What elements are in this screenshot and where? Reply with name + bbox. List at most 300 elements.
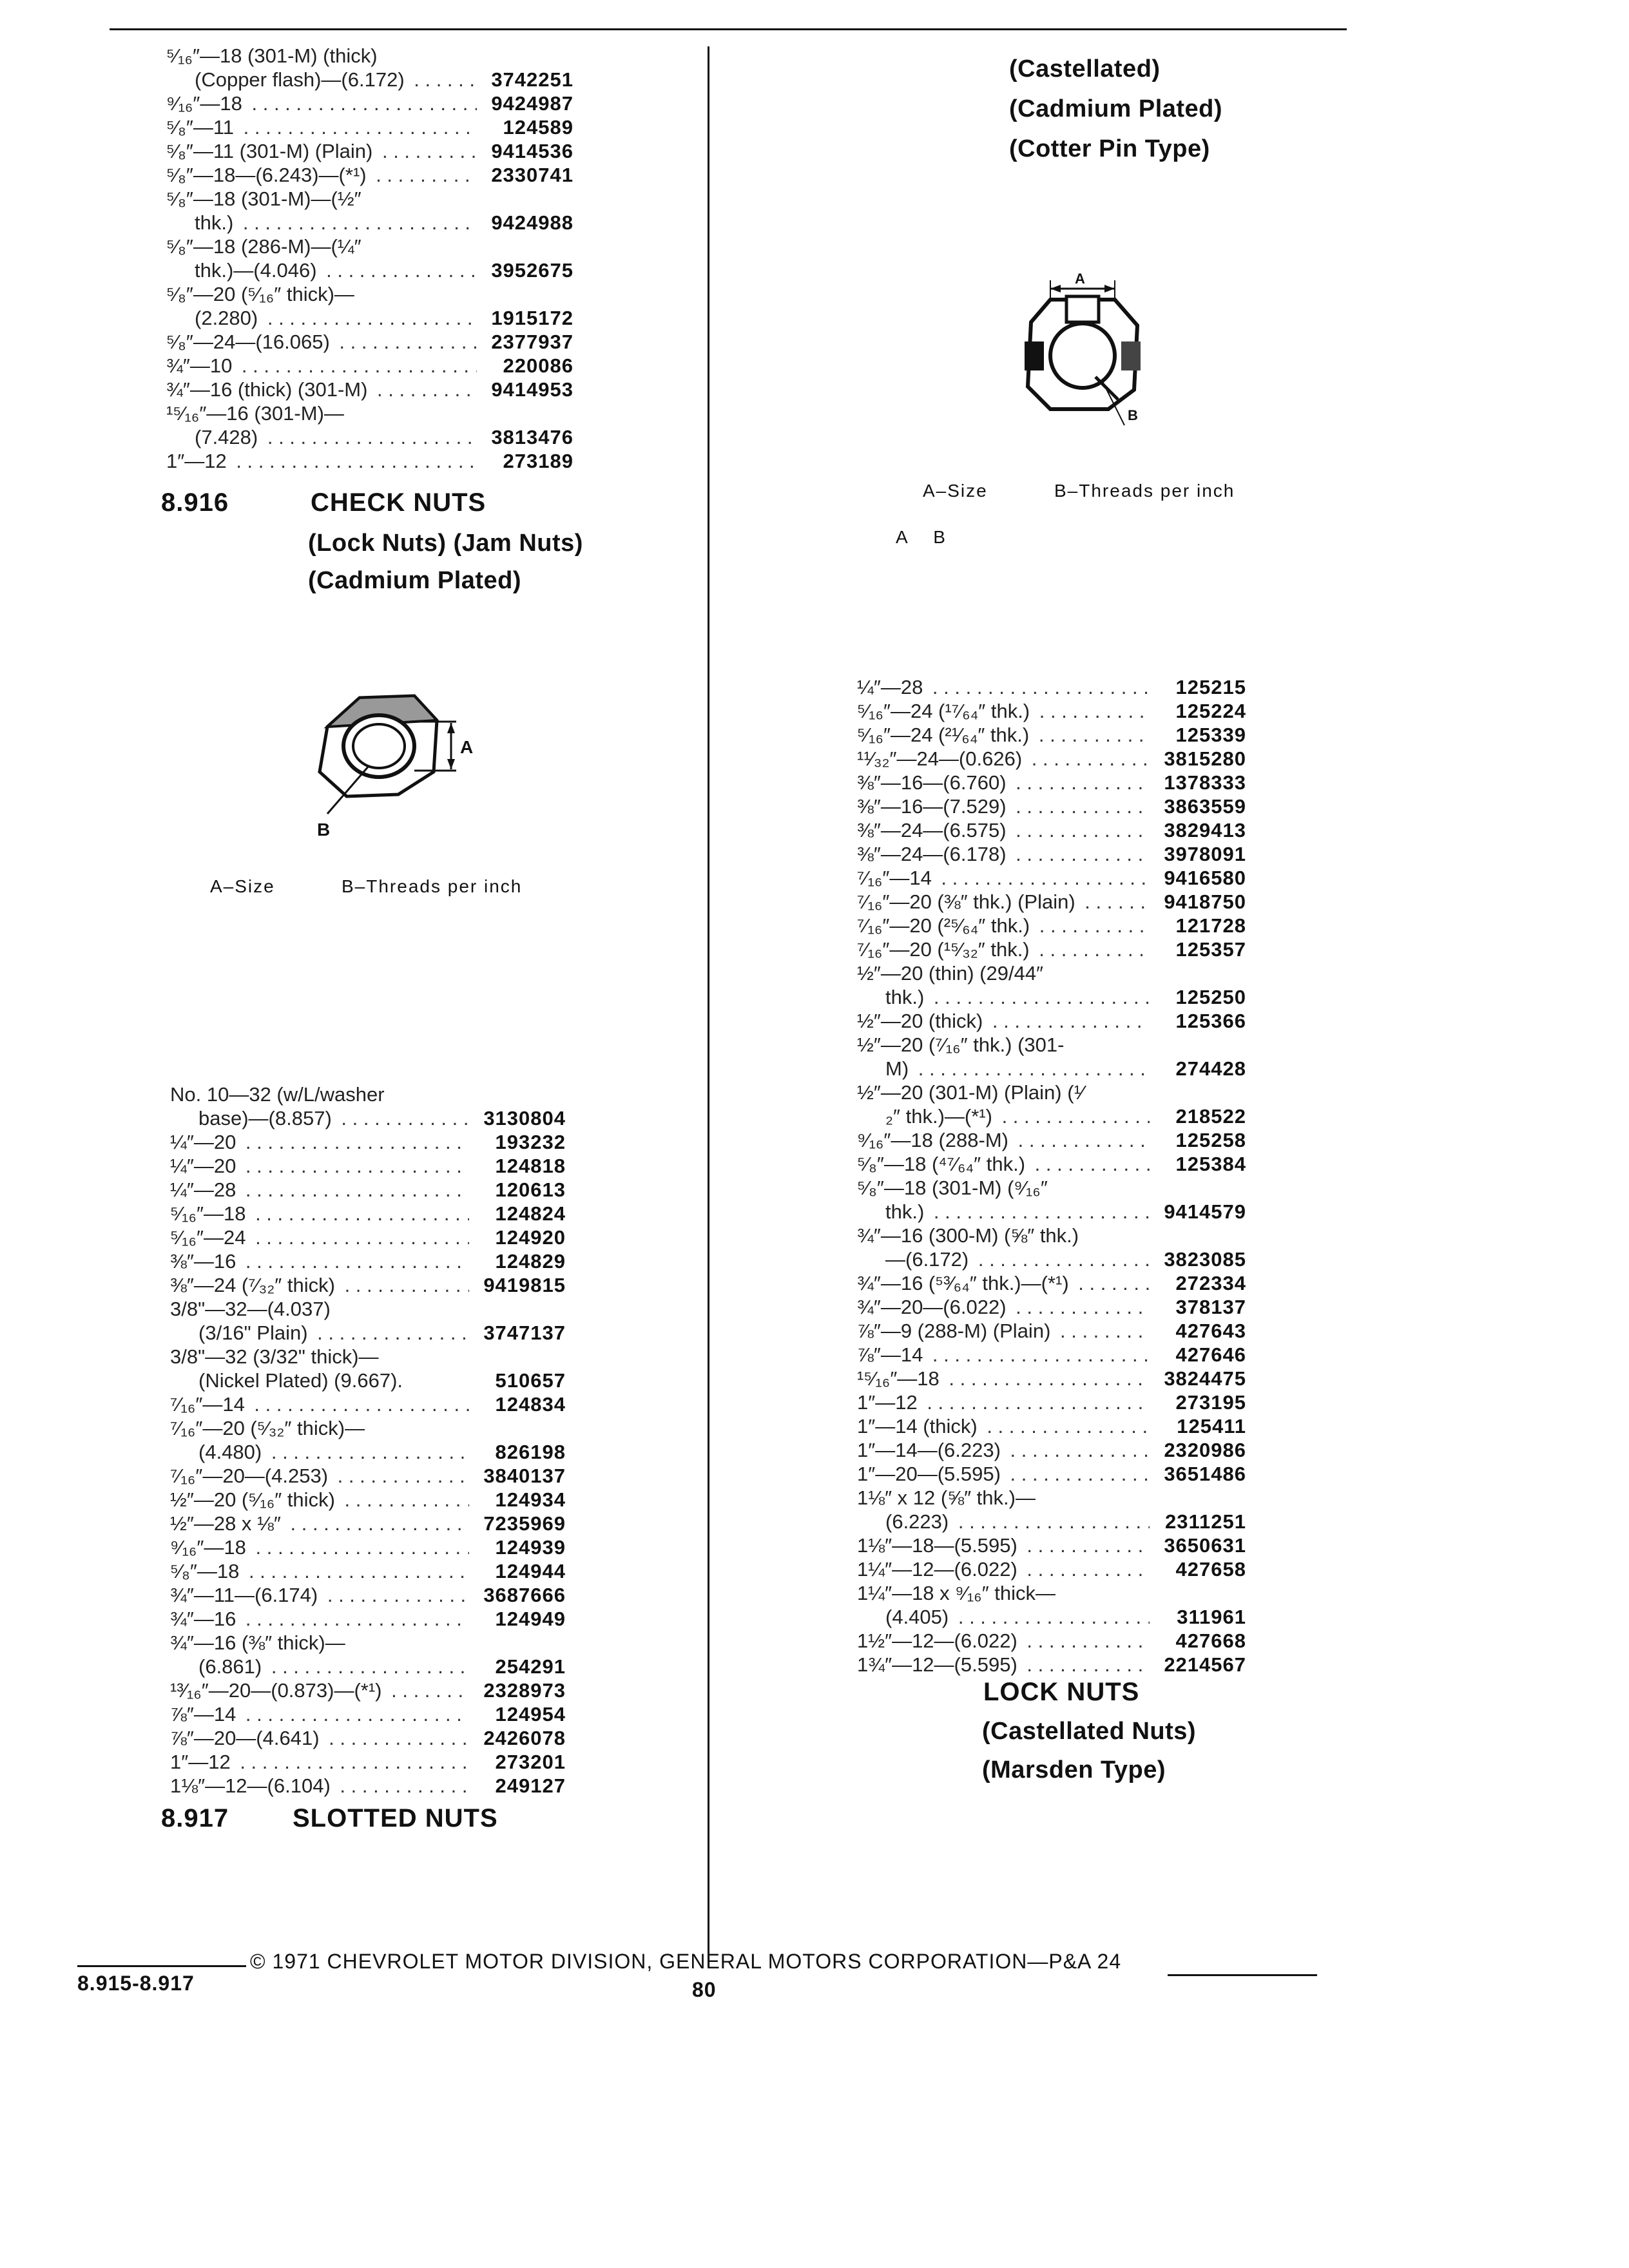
part-description-text: M) [885, 1057, 912, 1080]
part-description-text: 1″—20—(5.595) [857, 1463, 1005, 1485]
part-description [166, 282, 358, 306]
part-description-text: ¼″—28 [857, 676, 927, 698]
cadmium-plated-label: (Cadmium Plated) [1009, 95, 1223, 122]
part-number: 3823085 [1159, 1247, 1246, 1271]
part-description-text: ¹³⁄₁₆″—20—(0.873)—(*¹) [170, 1679, 386, 1702]
part-number: 218522 [1171, 1104, 1246, 1128]
part-number: 3840137 [478, 1464, 566, 1488]
part-number: 274428 [1171, 1057, 1246, 1081]
part-row [170, 1273, 566, 1297]
part-description-text: ⁵⁄₁₆″—24 (²¹⁄₆₄″ thk.) [857, 724, 1033, 746]
part-number: 124920 [490, 1225, 566, 1249]
part-description-text: ¹¹⁄₃₂″—24—(0.626) [857, 747, 1026, 770]
footer-rule-left [77, 1965, 246, 1967]
castellated-label: (Castellated) [1009, 55, 1161, 82]
part-row [857, 1653, 1246, 1677]
part-description-text: ⅜″—16—(6.760) [857, 771, 1010, 794]
part-number: 121728 [1171, 914, 1246, 937]
part-number: 3651486 [1159, 1462, 1246, 1486]
part-row [170, 1416, 566, 1440]
part-description-text: 1″—14—(6.223) [857, 1439, 1005, 1461]
part-description-text: ⁹⁄₁₆″—18 (288-M) [857, 1129, 1012, 1151]
part-description-text: (6.223) [885, 1510, 952, 1533]
part-number: 9414579 [1159, 1200, 1246, 1224]
part-number: 125366 [1171, 1009, 1246, 1033]
part-description-text: ⁵⁄₁₆″—18 [170, 1202, 249, 1225]
part-description-text: ⁵⁄₈″—18 [170, 1560, 243, 1582]
part-description-text: ⅜″—24 (⁷⁄₃₂″ thick) [170, 1274, 339, 1296]
part-number: 273189 [498, 449, 574, 473]
part-row [857, 1629, 1246, 1653]
part-row [170, 1440, 566, 1464]
lock-nuts-title: LOCK NUTS [983, 1678, 1140, 1706]
part-number: 2426078 [478, 1726, 566, 1750]
part-description [857, 1486, 1039, 1510]
part-number: 510657 [490, 1369, 566, 1392]
page-number: 80 [692, 1978, 717, 2001]
part-row [170, 1750, 566, 1774]
part-description [166, 235, 365, 258]
part-row [170, 1106, 566, 1130]
part-description [170, 1345, 383, 1369]
part-description-text: ¼″—28 [170, 1178, 240, 1201]
part-description [857, 771, 1150, 794]
part-description-text: ¾″—16 [170, 1608, 240, 1630]
part-number: 2328973 [478, 1678, 566, 1702]
part-description-text: ⅜″—24—(6.178) [857, 843, 1010, 865]
part-row [170, 1297, 566, 1321]
part-row [166, 235, 574, 258]
part-number: 9414536 [486, 139, 574, 163]
part-description [195, 68, 477, 91]
part-description-text: (3/16" Plain) [198, 1321, 312, 1344]
part-description [198, 1321, 469, 1345]
part-row [857, 1605, 1246, 1629]
part-row [170, 1607, 566, 1631]
part-row [170, 1512, 566, 1535]
part-description [166, 115, 477, 139]
part-row [857, 771, 1246, 794]
part-description [857, 1319, 1150, 1343]
part-description [170, 1512, 469, 1535]
part-description-text: ⁵⁄₈″—18 (301-M)—(½″ [166, 187, 365, 210]
part-description [857, 723, 1150, 747]
part-description [170, 1178, 469, 1202]
part-description [166, 449, 477, 473]
part-description-text: ¾″—20—(6.022) [857, 1296, 1010, 1318]
part-description-text: ⁵⁄₁₆″—18 (301-M) (thick) [166, 44, 381, 67]
part-description [885, 1247, 1150, 1271]
part-number: 3829413 [1159, 818, 1246, 842]
part-description-text: (2.280) [195, 307, 262, 329]
part-description [170, 1202, 469, 1225]
part-number: 249127 [490, 1774, 566, 1798]
part-description [170, 1678, 469, 1702]
section-number-8917: 8.917 [161, 1804, 229, 1832]
part-number: 124934 [490, 1488, 566, 1512]
part-description [857, 1081, 1088, 1104]
part-description-text: ₂″ thk.)—(*¹) [885, 1105, 996, 1128]
part-row [170, 1082, 566, 1106]
part-number: 125250 [1171, 985, 1246, 1009]
part-description-text: ½″—20 (thick) [857, 1010, 987, 1032]
castellated-caption-a: A–Size [923, 481, 988, 501]
part-description-text: (Nickel Plated) (9.667). [198, 1369, 407, 1392]
part-row [166, 115, 574, 139]
part-description [195, 211, 477, 235]
part-description [166, 163, 477, 187]
part-row [166, 378, 574, 401]
part-row [857, 1319, 1246, 1343]
part-number: 124944 [490, 1559, 566, 1583]
part-description-text: ¼″—20 [170, 1155, 240, 1177]
part-description-text: 1⅛″—12—(6.104) [170, 1774, 334, 1797]
part-row [166, 211, 574, 235]
left-top-parts-list [166, 44, 574, 473]
part-number: 125339 [1171, 723, 1246, 747]
part-description [857, 1390, 1150, 1414]
part-row [166, 449, 574, 473]
part-number: 124818 [490, 1154, 566, 1178]
part-number: 9419815 [478, 1273, 566, 1297]
part-row [170, 1321, 566, 1345]
part-number: 124829 [490, 1249, 566, 1273]
part-description [198, 1440, 469, 1464]
part-number: 7235969 [478, 1512, 566, 1535]
part-description [857, 1033, 1068, 1057]
part-description-text: 1⅛″ x 12 (⅝″ thk.)— [857, 1486, 1039, 1509]
part-description-text: ¾″—16 (⁵³⁄₆₄″ thk.)—(*¹) [857, 1272, 1073, 1294]
part-description-text: No. 10—32 (w/L/washer [170, 1083, 389, 1106]
castellated-caption-ab: A B [896, 527, 947, 547]
part-description [170, 1297, 334, 1321]
part-number: 427668 [1171, 1629, 1246, 1653]
part-number: 2320986 [1159, 1438, 1246, 1462]
part-number: 124834 [490, 1392, 566, 1416]
part-row [857, 818, 1246, 842]
part-description [166, 330, 477, 354]
part-row [170, 1225, 566, 1249]
part-row [166, 91, 574, 115]
part-description-text: thk.) [885, 986, 928, 1008]
part-description-text: ¹⁵⁄₁₆″—16 (301-M)— [166, 402, 348, 425]
part-description-text: base)—(8.857) [198, 1107, 336, 1129]
part-number: 124949 [490, 1607, 566, 1631]
part-description [857, 937, 1150, 961]
part-description-text: ⁷⁄₁₆″—14 [857, 867, 936, 889]
check-nuts-subtitle-2: (Cadmium Plated) [308, 567, 522, 594]
part-row [857, 1152, 1246, 1176]
check-nut-label-b: B [317, 820, 331, 840]
part-description [166, 139, 477, 163]
part-row [857, 747, 1246, 771]
footer-rule-right [1168, 1974, 1317, 1976]
part-description [857, 818, 1150, 842]
right-parts-list [857, 675, 1246, 1677]
check-nut-diagram [308, 682, 488, 849]
part-number: 9424988 [486, 211, 574, 235]
part-number: 193232 [490, 1130, 566, 1154]
part-number: 272334 [1171, 1271, 1246, 1295]
part-row [166, 306, 574, 330]
part-description-text: ⅜″—16 [170, 1250, 240, 1273]
part-row [170, 1345, 566, 1369]
part-description-text: ¼″—20 [170, 1131, 240, 1153]
part-description-text: 3/8"—32 (3/32" thick)— [170, 1345, 383, 1368]
part-row [857, 890, 1246, 914]
part-description [857, 794, 1150, 818]
part-description-text: ⁷⁄₁₆″—20 (²⁵⁄₆₄″ thk.) [857, 914, 1034, 937]
part-description-text: ⁵⁄₁₆″—24 [170, 1226, 249, 1249]
section-number-8916: 8.916 [161, 488, 229, 517]
part-description-text: 1⅛″—18—(5.595) [857, 1534, 1021, 1557]
part-row [170, 1154, 566, 1178]
part-row [857, 842, 1246, 866]
part-description [195, 425, 477, 449]
part-row [170, 1774, 566, 1798]
part-description-text: ⁵⁄₈″—18—(6.243)—(*¹) [166, 164, 371, 186]
part-description [857, 1414, 1150, 1438]
part-row [170, 1369, 566, 1392]
castellated-caption-b: B–Threads per inch [1054, 481, 1235, 501]
part-description [195, 306, 477, 330]
part-row [166, 139, 574, 163]
check-nut-caption-a: A–Size [210, 876, 275, 896]
part-description [170, 1702, 469, 1726]
check-nut-label-a: A [460, 737, 474, 757]
part-row [857, 914, 1246, 937]
part-row [166, 163, 574, 187]
part-description-text: ⁵⁄₈″—24—(16.065) [166, 331, 334, 353]
part-description-text: (Copper flash)—(6.172) [195, 68, 409, 91]
part-row [170, 1178, 566, 1202]
part-description [170, 1249, 469, 1273]
part-description [857, 1295, 1150, 1319]
part-description [885, 1605, 1150, 1629]
part-row [170, 1678, 566, 1702]
part-description [857, 866, 1150, 890]
part-description [857, 1271, 1150, 1295]
part-row [857, 1104, 1246, 1128]
part-description [857, 747, 1150, 771]
part-description-text: ½″—28 x ⅛″ [170, 1512, 285, 1535]
part-row [166, 425, 574, 449]
part-number: 427646 [1171, 1343, 1246, 1367]
part-description [857, 1152, 1150, 1176]
part-row [857, 1462, 1246, 1486]
part-description-text: thk.)—(4.046) [195, 259, 321, 282]
part-number: 9416580 [1159, 866, 1246, 890]
part-description-text: ⁷⁄₁₆″—14 [170, 1393, 249, 1416]
part-row [170, 1702, 566, 1726]
part-row [857, 1128, 1246, 1152]
part-description [170, 1607, 469, 1631]
castellated-nut-diagram [1005, 271, 1173, 432]
part-number: 273195 [1171, 1390, 1246, 1414]
part-description-text: ¹⁵⁄₁₆″—18 [857, 1367, 943, 1390]
part-description-text: ⁵⁄₈″—11 [166, 116, 238, 139]
lock-nuts-subtitle-1: (Castellated Nuts) [982, 1718, 1197, 1745]
part-row [170, 1535, 566, 1559]
part-description [170, 1631, 349, 1655]
part-description-text: ½″—20 (⁷⁄₁₆″ thk.) (301- [857, 1033, 1068, 1056]
part-row [857, 1557, 1246, 1581]
part-description [885, 1200, 1150, 1224]
part-number: 427658 [1171, 1557, 1246, 1581]
part-description-text: ⁹⁄₁₆″—18 [166, 92, 246, 115]
part-number: 3863559 [1159, 794, 1246, 818]
part-description [857, 1629, 1150, 1653]
part-description [166, 401, 348, 425]
part-row [857, 937, 1246, 961]
part-number: 2377937 [486, 330, 574, 354]
part-row [857, 1581, 1246, 1605]
part-number: 3687666 [478, 1583, 566, 1607]
part-number: 125224 [1171, 699, 1246, 723]
footer-section-range: 8.915-8.917 [77, 1972, 195, 1995]
part-description [170, 1488, 469, 1512]
part-row [857, 1367, 1246, 1390]
part-row [857, 1081, 1246, 1104]
part-row [166, 187, 574, 211]
part-number: 3650631 [1159, 1533, 1246, 1557]
part-number: 3747137 [478, 1321, 566, 1345]
part-row [170, 1583, 566, 1607]
part-description [885, 1104, 1150, 1128]
check-nuts-title: CHECK NUTS [311, 488, 487, 517]
part-description-text: ⅞″—14 [857, 1343, 927, 1366]
part-number: 3813476 [486, 425, 574, 449]
part-description [857, 1224, 1083, 1247]
part-description-text: ⁵⁄₈″—20 (⁵⁄₁₆″ thick)— [166, 283, 358, 305]
part-description-text: ⁵⁄₈″—18 (301-M) (⁹⁄₁₆″ [857, 1177, 1052, 1199]
part-description-text: 1¼″—12—(6.022) [857, 1558, 1021, 1581]
part-row [166, 282, 574, 306]
part-number: 124824 [490, 1202, 566, 1225]
slotted-nuts-title: SLOTTED NUTS [293, 1804, 498, 1832]
part-description [857, 1367, 1150, 1390]
part-number: 125357 [1171, 937, 1246, 961]
part-row [857, 1271, 1246, 1295]
part-row [170, 1559, 566, 1583]
part-description-text: ⁷⁄₁₆″—20 (⅜″ thk.) (Plain) [857, 890, 1079, 913]
part-description-text: 1¾″—12—(5.595) [857, 1653, 1021, 1676]
part-number: 9414953 [486, 378, 574, 401]
part-description [885, 1510, 1150, 1533]
part-row [857, 1009, 1246, 1033]
part-row [857, 1200, 1246, 1224]
part-description-text: thk.) [195, 211, 237, 234]
part-number: 427643 [1171, 1319, 1246, 1343]
part-description [170, 1750, 469, 1774]
part-description [170, 1726, 469, 1750]
part-number: 9418750 [1159, 890, 1246, 914]
part-row [170, 1249, 566, 1273]
part-description [857, 1533, 1150, 1557]
part-number: 220086 [498, 354, 574, 378]
cotter-pin-type-label: (Cotter Pin Type) [1009, 135, 1210, 162]
top-rule [110, 28, 1347, 30]
part-row [857, 961, 1246, 985]
part-description-text: ⅞″—9 (288-M) (Plain) [857, 1320, 1054, 1342]
part-description [857, 1581, 1059, 1605]
part-description [857, 1009, 1150, 1033]
column-divider [708, 46, 709, 1966]
part-description-text: ¾″—11—(6.174) [170, 1584, 322, 1606]
part-description-text: ½″—20 (301-M) (Plain) (¹⁄ [857, 1081, 1088, 1104]
part-description-text: —(6.172) [885, 1248, 972, 1271]
part-description [857, 914, 1150, 937]
part-number: 3824475 [1159, 1367, 1246, 1390]
part-row [857, 1033, 1246, 1057]
part-row [857, 1438, 1246, 1462]
part-row [170, 1726, 566, 1750]
check-nut-caption-b: B–Threads per inch [342, 876, 523, 896]
part-number: 124939 [490, 1535, 566, 1559]
part-description-text: thk.) [885, 1200, 928, 1223]
part-description-text: ¾″—16 (⅜″ thick)— [170, 1631, 349, 1654]
left-bottom-parts-list [170, 1082, 566, 1798]
part-row [857, 699, 1246, 723]
part-row [166, 44, 574, 68]
part-description-text: (6.861) [198, 1655, 265, 1678]
part-row [170, 1464, 566, 1488]
part-description-text: ⅞″—20—(4.641) [170, 1727, 323, 1749]
footer-copyright: © 1971 CHEVROLET MOTOR DIVISION, GENERAL MOTORS CORPORATION—P&A 24 [250, 1950, 1122, 1973]
part-description-text: 1″—12 [170, 1751, 235, 1773]
part-row [170, 1202, 566, 1225]
part-row [170, 1392, 566, 1416]
part-description [170, 1082, 389, 1106]
part-description-text: 1″—12 [166, 450, 231, 472]
part-description-text: 3/8"—32—(4.037) [170, 1298, 334, 1320]
part-number: 124589 [498, 115, 574, 139]
part-description-text: ⅜″—24—(6.575) [857, 819, 1010, 841]
part-row [166, 68, 574, 91]
part-number: 2311251 [1160, 1510, 1246, 1533]
part-description-text: 1″—12 [857, 1391, 921, 1414]
part-description [857, 961, 1047, 985]
part-number: 254291 [490, 1655, 566, 1678]
part-description [857, 675, 1150, 699]
part-description [170, 1559, 469, 1583]
part-description [857, 1343, 1150, 1367]
part-description [166, 354, 477, 378]
part-number: 1915172 [486, 306, 574, 330]
part-description [170, 1130, 469, 1154]
part-description-text: ⅜″—16—(7.529) [857, 795, 1010, 818]
part-description-text: ⁵⁄₈″—18 (⁴⁷⁄₆₄″ thk.) [857, 1153, 1029, 1175]
part-number: 2330741 [486, 163, 574, 187]
part-number: 378137 [1171, 1295, 1246, 1319]
part-number: 273201 [490, 1750, 566, 1774]
part-description [857, 1128, 1150, 1152]
part-row [857, 1176, 1246, 1200]
part-description-text: (4.480) [198, 1441, 265, 1463]
part-number: 1378333 [1159, 771, 1246, 794]
part-description [857, 1438, 1150, 1462]
part-description [166, 187, 365, 211]
part-description [170, 1535, 469, 1559]
part-description-text: ⁹⁄₁₆″—18 [170, 1536, 250, 1559]
part-row [166, 258, 574, 282]
part-row [857, 1533, 1246, 1557]
part-description-text: 1¼″—18 x ⁹⁄₁₆″ thick— [857, 1582, 1059, 1604]
part-description [170, 1583, 469, 1607]
part-description [166, 91, 477, 115]
part-description [170, 1416, 369, 1440]
part-row [857, 1343, 1246, 1367]
